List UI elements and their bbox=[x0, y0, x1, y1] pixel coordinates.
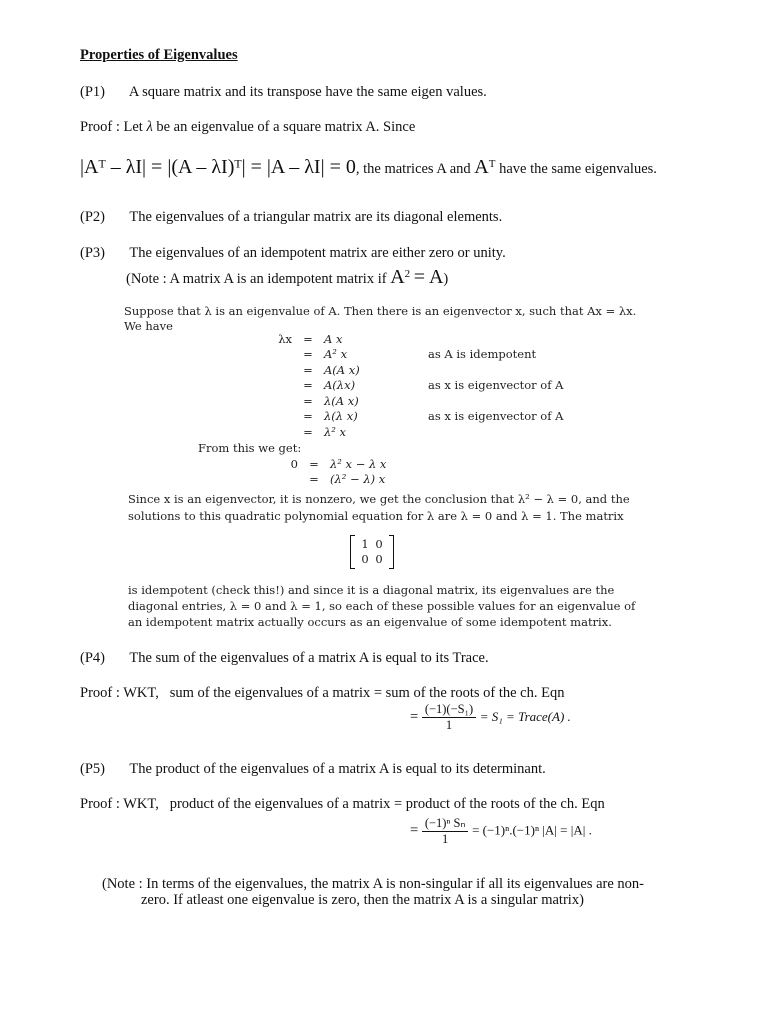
p3-para2-line1: is idempotent (check this!) and since it is a diagonal matrix, its eigenvalues are the bbox=[128, 583, 615, 597]
derivation-op: = bbox=[309, 472, 319, 487]
proof4-eq-rest: = S₁ = Trace(A) . bbox=[479, 708, 571, 724]
derivation-row bbox=[276, 456, 434, 472]
proof-p4-equation bbox=[410, 702, 571, 733]
derivation-note: as x is eigenvector of A bbox=[428, 378, 564, 393]
p1-label: (P1) bbox=[80, 84, 105, 100]
proof4-wkt: WKT, bbox=[123, 685, 159, 701]
derivation-lhs bbox=[270, 378, 300, 394]
idempotent-derivation bbox=[270, 331, 563, 440]
proof-p5-line bbox=[80, 796, 605, 813]
derivation-rhs: A(A x) bbox=[324, 362, 360, 377]
proof1-tail-T: T bbox=[488, 158, 496, 171]
derivation-rhs: λ(λ x) bbox=[324, 409, 358, 424]
derivation-rhs: A² x bbox=[324, 347, 348, 362]
derivation-note bbox=[428, 393, 563, 409]
derivation-lhs bbox=[276, 472, 306, 488]
p3-note-eq-rest: = A bbox=[413, 266, 444, 288]
p3-para2-line3: an idempotent matrix actually occurs as an eigenvalue of some idempotent matrix. bbox=[128, 615, 612, 629]
matrix-entry: 0 bbox=[375, 552, 383, 566]
matrix-entry: 0 bbox=[361, 552, 369, 566]
closing-note-line2: zero. If atleast one eigenvalue is zero, then the matrix A is a singular matrix) bbox=[141, 892, 584, 908]
p3-para1-line1: Since x is an eigenvector, it is nonzero, we get the conclusion that λ² − λ = 0, and the bbox=[128, 492, 630, 506]
proof5-text: product of the eigenvalues of a matrix = product of the roots of the ch. Eqn bbox=[169, 796, 605, 812]
derivation-row bbox=[270, 424, 563, 440]
derivation-lhs: 0 bbox=[290, 456, 298, 471]
proof4-eq-prefix: = bbox=[410, 708, 419, 725]
proof5-label: Proof : bbox=[80, 796, 120, 812]
derivation-row bbox=[270, 393, 563, 409]
proof4-fraction bbox=[422, 702, 476, 733]
from-this-label: From this we get: bbox=[198, 441, 302, 455]
derivation-rhs: A x bbox=[324, 331, 343, 346]
proof4-label: Proof : bbox=[80, 685, 120, 701]
derivation-rhs: λ² x bbox=[324, 424, 347, 439]
proof1-tail-A: A bbox=[474, 156, 489, 178]
matrix-row bbox=[358, 552, 386, 567]
derivation-row bbox=[270, 378, 563, 394]
proof5-frac-num: (−1)ⁿ Sₙ bbox=[422, 815, 469, 832]
matrix-row bbox=[358, 537, 386, 552]
derivation-note: as A is idempotent bbox=[428, 347, 537, 362]
proof1-text-after: be an eigenvalue of a square matrix A. Since bbox=[156, 119, 416, 135]
derivation-op: = bbox=[303, 331, 313, 346]
proof-p1-equation-line bbox=[80, 156, 657, 179]
proof1-text-before: Let bbox=[123, 119, 143, 135]
p2-label: (P2) bbox=[80, 209, 105, 225]
derivation-row bbox=[270, 347, 563, 363]
derivation-rhs: A(λx) bbox=[324, 378, 356, 393]
example-matrix bbox=[350, 535, 394, 569]
p3-para1-line2: solutions to this quadratic polynomial equation for λ are λ = 0 and λ = 1. The matrix bbox=[128, 509, 624, 523]
derivation-op: = bbox=[303, 347, 313, 362]
matrix-entry: 0 bbox=[375, 537, 383, 551]
proof5-fraction bbox=[422, 815, 469, 847]
derivation-op: = bbox=[303, 393, 313, 408]
p3-para2-line2: diagonal entries, λ = 0 and λ = 1, so each of these possible values for an eigenvalue of bbox=[128, 599, 636, 613]
proof4-frac-num: (−1)(−S₁) bbox=[422, 702, 476, 718]
p5-text: The product of the eigenvalues of a matrix A is equal to its determinant. bbox=[129, 761, 546, 777]
proof4-frac-den: 1 bbox=[445, 718, 453, 732]
proof1-label: Proof : bbox=[80, 119, 120, 135]
matrix-brackets bbox=[350, 535, 394, 569]
derivation-op: = bbox=[303, 378, 313, 393]
p3-note-pre: (Note : A matrix A is an idempotent matrix if bbox=[126, 271, 387, 287]
derivation-lhs: λx bbox=[278, 331, 292, 346]
derivation-lhs bbox=[270, 347, 300, 363]
derivation-note: as x is eigenvector of A bbox=[428, 409, 564, 424]
derivation-lhs bbox=[270, 393, 300, 409]
derivation-note bbox=[428, 362, 563, 378]
proof1-tail-1: , the matrices A and bbox=[355, 161, 471, 177]
proof5-eq-rest: = (−1)ⁿ.(−1)ⁿ |A| = |A| . bbox=[472, 822, 592, 838]
p3-note-eq-exp: 2 bbox=[404, 268, 411, 281]
proof-p5-equation bbox=[410, 815, 592, 847]
derivation-op: = bbox=[309, 456, 319, 471]
p4-label: (P4) bbox=[80, 650, 105, 666]
page-title: Properties of Eigenvalues bbox=[80, 47, 238, 63]
derivation-rhs: λ(A x) bbox=[324, 393, 359, 408]
proof-p4-line bbox=[80, 685, 564, 702]
derivation-lhs bbox=[270, 409, 300, 425]
p4-text: The sum of the eigenvalues of a matrix A is equal to its Trace. bbox=[129, 650, 489, 666]
derivation-row bbox=[276, 472, 434, 488]
property-p1 bbox=[80, 84, 487, 101]
p3-note-eq-A: A bbox=[390, 266, 405, 288]
lambda-symbol: λ bbox=[146, 119, 153, 135]
derivation-row bbox=[270, 409, 563, 425]
derivation-op: = bbox=[303, 409, 313, 424]
p3-label: (P3) bbox=[80, 245, 105, 261]
property-p5 bbox=[80, 761, 546, 778]
proof5-eq-prefix: = bbox=[410, 822, 419, 839]
p3-proof-line2: We have bbox=[124, 319, 173, 333]
derivation-row bbox=[270, 331, 563, 347]
derivation-lhs bbox=[270, 424, 300, 440]
property-p3 bbox=[80, 245, 506, 262]
proof5-wkt: WKT, bbox=[123, 796, 159, 812]
matrix-entry: 1 bbox=[361, 537, 369, 551]
property-p2 bbox=[80, 209, 502, 226]
closing-note-line1: (Note : In terms of the eigenvalues, the matrix A is non-singular if all its eigenvalues are non- bbox=[102, 876, 644, 892]
transpose-equation: |Aᵀ – λI| = |(A – λI)ᵀ| = |A – λI| = 0 bbox=[80, 156, 356, 178]
property-p4 bbox=[80, 650, 489, 667]
derivation-op: = bbox=[303, 362, 313, 377]
derivation-note bbox=[428, 331, 563, 347]
derivation-conclusion bbox=[276, 456, 434, 487]
derivation-lhs bbox=[270, 362, 300, 378]
proof5-frac-den: 1 bbox=[442, 832, 449, 846]
derivation-row bbox=[270, 362, 563, 378]
p5-label: (P5) bbox=[80, 761, 105, 777]
p3-note-close: ) bbox=[443, 271, 449, 287]
p3-proof-line1: Suppose that λ is an eigenvalue of A. Then there is an eigenvector x, such that Ax = λx. bbox=[124, 304, 637, 318]
proof1-tail-2: have the same eigenvalues. bbox=[499, 161, 657, 177]
derivation-note bbox=[428, 424, 563, 440]
p2-text: The eigenvalues of a triangular matrix are its diagonal elements. bbox=[129, 209, 503, 225]
derivation-op: = bbox=[303, 424, 313, 439]
p3-text: The eigenvalues of an idempotent matrix are either zero or unity. bbox=[129, 245, 506, 261]
proof-p1-intro bbox=[80, 119, 415, 136]
derivation-rhs: (λ² − λ) x bbox=[330, 472, 386, 487]
proof4-text: sum of the eigenvalues of a matrix = sum of the roots of the ch. Eqn bbox=[169, 685, 565, 701]
derivation-rhs: λ² x − λ x bbox=[330, 456, 387, 471]
p1-text: A square matrix and its transpose have the same eigen values. bbox=[128, 84, 487, 100]
p3-note bbox=[126, 266, 448, 289]
